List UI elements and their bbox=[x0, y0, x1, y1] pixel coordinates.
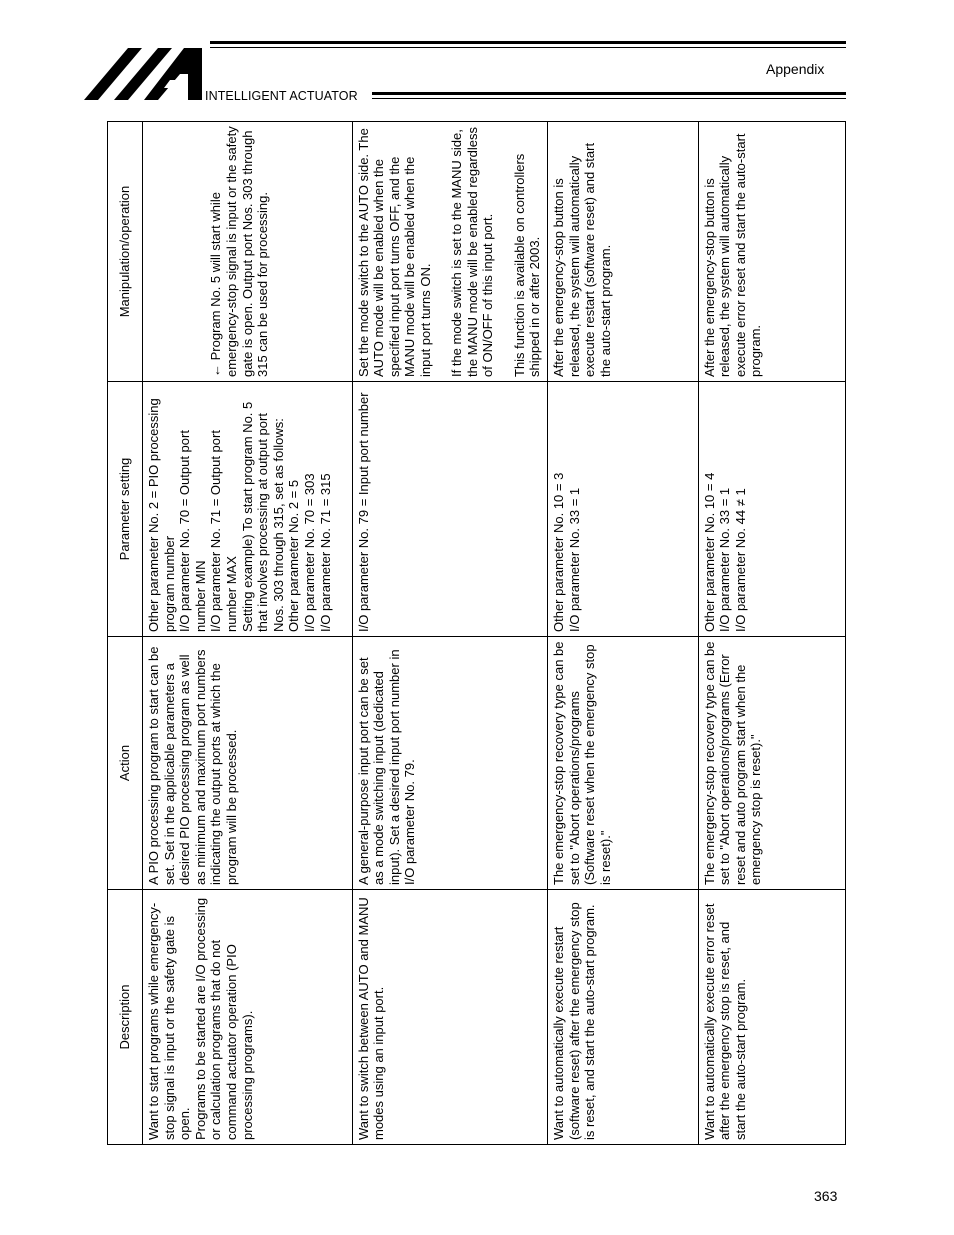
header-rule-bottom-thick bbox=[372, 92, 846, 95]
appendix-table bbox=[107, 121, 846, 1145]
action-cell: The emergency-stop recovery type can be set to "Abort operations/programs (Software reset when the emergency stop is reset)." bbox=[548, 637, 698, 890]
section-title: Appendix bbox=[766, 61, 825, 77]
description-cell: Want to switch between AUTO and MANU modes using an input port. bbox=[352, 890, 548, 1145]
manipulation-cell: Set the mode switch to the AUTO side. The AUTO mode will be enabled when the specified input port turns OFF, and the MANU mode will be enabled when the input port turns ON. If the mode switch is set to the MANU side, the MANU mode will be enabled regardless of ON/OFF of this input port. This function is available on controllers shipped in or after 2003. bbox=[352, 122, 548, 382]
table-header-row bbox=[108, 122, 143, 1145]
parameter-cell: Other parameter No. 10 = 4 I/O parameter No. 33 = 1 I/O parameter No. 44 ≠ 1 bbox=[698, 382, 845, 637]
manipulation-cell: After the emergency-stop button is released, the system will automatically execute restart (software reset) and start the auto-start program. bbox=[548, 122, 698, 382]
action-cell: A general-purpose input port can be set as a mode switching input (dedicated input). Set a desired input port number in I/O parameter No. 79. bbox=[352, 637, 548, 890]
manipulation-cell: After the emergency-stop button is released, the system will automatically execute error reset and start the auto-start program. bbox=[698, 122, 845, 382]
column-header-description: Description bbox=[108, 890, 143, 1145]
column-header-action: Action bbox=[108, 637, 143, 890]
header-rule-top-thick bbox=[210, 41, 846, 44]
action-cell: A PIO processing program to start can be set. Set in the applicable parameters a desired PIO processing program as well as minimum and maximum port numbers indicating the output ports at which the program will be processed. bbox=[143, 637, 353, 890]
appendix-table-container bbox=[107, 122, 846, 1145]
header-rule-top-thin bbox=[210, 47, 846, 48]
column-header-parameter-setting: Parameter setting bbox=[108, 382, 143, 637]
parameter-cell: Other parameter No. 2 = PIO processing program number I/O parameter No. 70 = Output port number MIN I/O parameter No. 71 = Output port number MAX Setting example) To start program No. 5 that involves processing at output port Nos. 303 through 315, set as follows: Other parameter No. 2 = 5 I/O parameter No. 70 = 303 I/O parameter No. 71 = 315 bbox=[143, 382, 353, 637]
manipulation-text: ← Program No. 5 will start while emergency-stop signal is input or the safety gate is open. Output port Nos. 303 through 315 can be used for processing. bbox=[208, 126, 271, 377]
table-row bbox=[548, 122, 698, 1145]
table-row bbox=[698, 122, 845, 1145]
iai-logo bbox=[84, 48, 204, 100]
table-row bbox=[352, 122, 548, 1145]
header-rule-bottom-thin bbox=[372, 98, 846, 99]
manipulation-cell bbox=[143, 122, 353, 382]
parameter-cell: I/O parameter No. 79 = Input port number bbox=[352, 382, 548, 637]
action-cell: The emergency-stop recovery type can be set to "Abort operations/programs (Error reset and auto program start when the emergency stop is reset)." bbox=[698, 637, 845, 890]
brand-name: INTELLIGENT ACTUATOR bbox=[205, 89, 358, 103]
parameter-cell: Other parameter No. 10 = 3 I/O parameter No. 33 = 1 bbox=[548, 382, 698, 637]
column-header-manipulation: Manipulation/operation bbox=[108, 122, 143, 382]
page-number: 363 bbox=[814, 1188, 838, 1204]
description-cell: Want to automatically execute restart (software reset) after the emergency stop is reset, and start the auto-start program. bbox=[548, 890, 698, 1145]
table-row bbox=[143, 122, 353, 1145]
description-cell: Want to start programs while emergency-stop signal is input or the safety gate is open. Programs to be started are I/O processing or calculation programs that do not command actuator operation (PIO processing programs). bbox=[143, 890, 353, 1145]
description-cell: Want to automatically execute error reset after the emergency stop is reset, and start the auto-start program. bbox=[698, 890, 845, 1145]
